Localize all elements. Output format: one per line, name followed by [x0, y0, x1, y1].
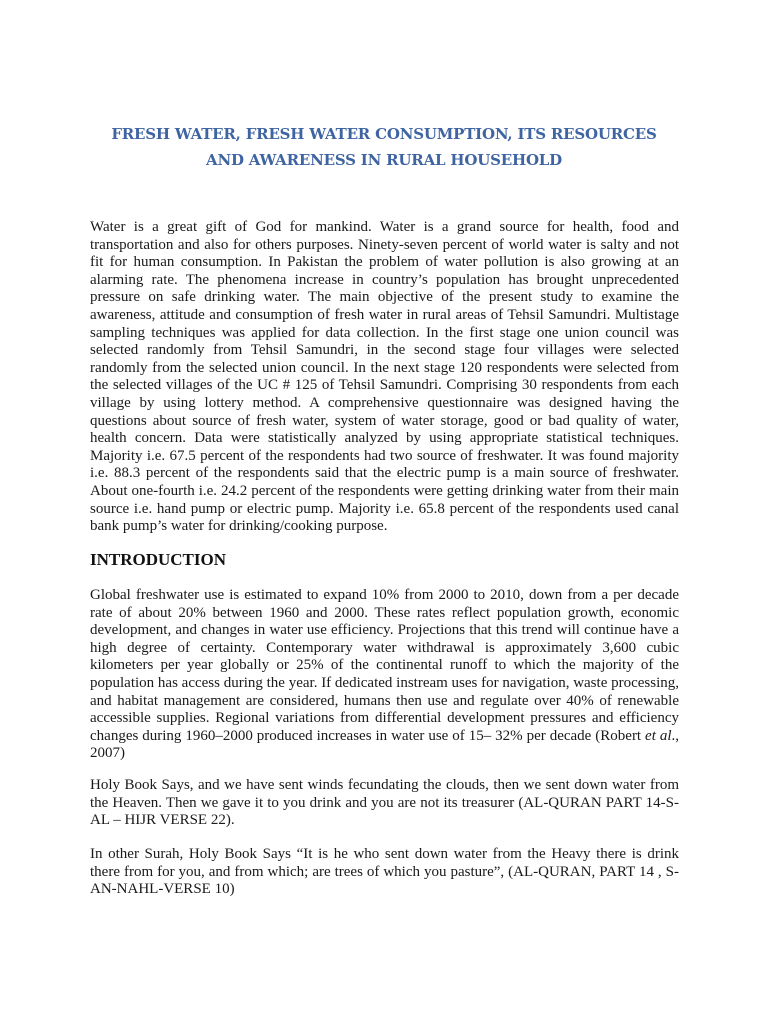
citation-et-al: et al — [645, 727, 672, 744]
citation-year: ., 2007) — [90, 727, 679, 762]
introduction-paragraph-1 — [90, 587, 679, 763]
abstract-paragraph: Water is a great gift of God for mankind. Water is a grand source for health, food and transportation and also for others purposes. Ninety-seven percent of world water is salty and not fit for human consumption. In Pakistan the problem of water pollution is also growing at an alarming rate. The phenomena increase in country’s population has brought unprecedented pressure on safe drinking water. The main objective of the present study to examine the awareness, attitude and consumption of fresh water in rural areas of Tehsil Samundri. Multistage sampling techniques was applied for data collection. In the first stage one union council was selected randomly from Tehsil Samundri, in the second stage four villages were selected randomly from the selected union council. In the next stage 120 respondents were selected from the selected villages of the UC # 125 of Tehsil Samundri. Comprising 30 respondents from each village by using lottery method. A comprehensive questionnaire was designed having the questions about source of fresh water, system of water storage, good or bad quality of water, health concern. Data were statistically analyzed by using appropriate statistical techniques. Majority i.e. 67.5 percent of the respondents had two source of freshwater. It was found majority i.e. 88.3 percent of the respondents said that the electric pump is a main source of freshwater. About one-fourth i.e. 24.2 percent of the respondents were getting drinking water from their main source i.e. hand pump or electric pump. Majority i.e. 65.8 percent of the respondents used canal bank pump’s water for drinking/cooking purpose. — [90, 219, 679, 535]
introduction-paragraph-2: Holy Book Says, and we have sent winds fecundating the clouds, then we sent down water from the Heaven. Then we gave it to you drink and you are not its treasurer (AL-QURAN PART 14-S-AL – HIJR VERSE 22). — [90, 777, 679, 829]
section-heading-introduction: INTRODUCTION — [90, 550, 227, 569]
paragraph-text: Global freshwater use is estimated to expand 10% from 2000 to 2010, down from a per decade rate of about 20% between 1960 and 2000. These rates reflect population growth, economic development, and changes in water use efficiency. Projections that this trend will continue have a high degree of certainty. Contemporary water withdrawal is approximately 3,600 cubic kilometers per year globally or 25% of the continental runoff to which the majority of the population has access during the year. If dedicated instream uses for navigation, waste processing, and habitat management are considered, humans then use and regulate over 40% of renewable accessible supplies. Regional variations from differential development pressures and efficiency changes during 1960–2000 produced increases in water use of 15– 32% per decade (Robert — [90, 587, 679, 744]
introduction-paragraph-3: In other Surah, Holy Book Says “It is he who sent down water from the Heavy there is drink there from for you, and from which; are trees of which you pasture”, (AL-QURAN, PART 14 , S-AN-NAHL-VERSE 10) — [90, 846, 679, 898]
paper-title: FRESH WATER, FRESH WATER CONSUMPTION, ITS RESOURCES AND AWARENESS IN RURAL HOUSEHOLD — [111, 125, 657, 169]
